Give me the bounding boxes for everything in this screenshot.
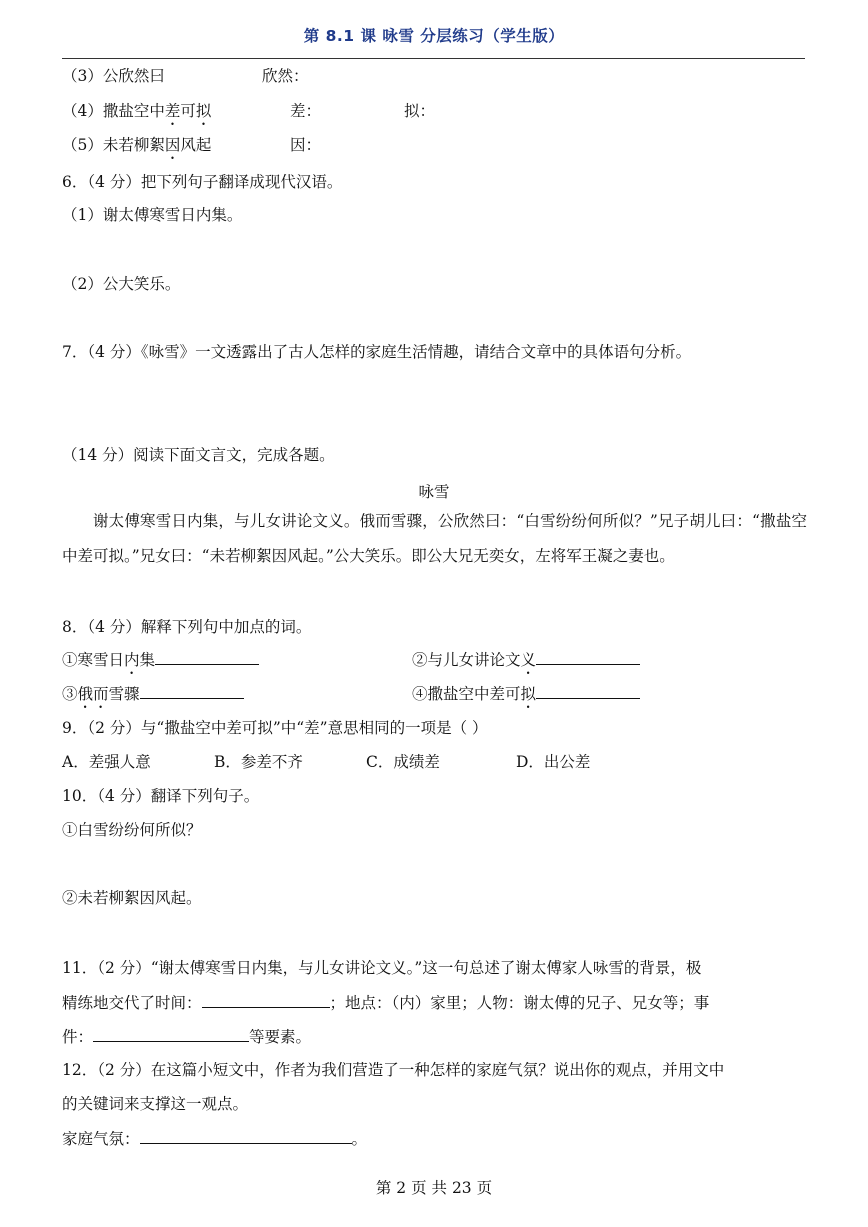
q8-d-blank[interactable] <box>536 683 640 699</box>
q8-a-post: 集 <box>139 651 156 669</box>
q5-item3-word: 欣然： <box>262 67 309 85</box>
q11-event-blank[interactable] <box>93 1026 249 1042</box>
q8-a-dot: 内 <box>124 651 140 669</box>
q5-item4-word2: 拟： <box>404 102 436 120</box>
q11-line3-pre: 件： <box>62 1028 94 1046</box>
header-divider <box>62 58 805 59</box>
q8-stem: 8．（4 分）解释下列句中加点的词。 <box>62 618 312 636</box>
q8-d-pre: 撒盐空中差可 <box>427 685 521 703</box>
q11-line3-post: 等要素。 <box>249 1028 312 1046</box>
q9-option-c[interactable]: C．成绩差 <box>366 753 440 771</box>
q7-stem: 7．（4 分）《咏雪》一文透露出了古人怎样的家庭生活情趣，请结合文章中的具体语句分析。 <box>62 343 692 361</box>
q6-sentence-2: （2）公大笑乐。 <box>62 275 181 293</box>
passage-text: 谢太傅寒雪日内集，与儿女讲论文义。俄而雪骤，公欣然曰：“白雪纷纷何所似？”兄子胡儿曰：“撒盐空中差可拟。”兄女曰：“未若柳絮因风起。”公大笑乐。即公大兄无奕女，左将军王凝之妻也。 <box>62 512 807 565</box>
page-footer: 第 2 页 共 23 页 <box>375 1179 493 1197</box>
q9-option-a[interactable]: A．差强人意 <box>62 753 151 771</box>
q12-answer-blank[interactable] <box>140 1128 352 1144</box>
q8-a-num: ① <box>62 651 78 669</box>
q8-item-a <box>62 649 259 678</box>
q8-b-dot: 义 <box>520 651 537 669</box>
q6-stem: 6．（4 分）把下列句子翻译成现代汉语。 <box>62 173 343 191</box>
q11-line2-post: ；地点：（内）家里；人物：谢太傅的兄子、兄女等；事 <box>329 994 710 1012</box>
q12-line1: 12．（2 分）在这篇小短文中，作者为我们营造了一种怎样的家庭气氛？说出你的观点，并用文中 <box>62 1061 725 1079</box>
q8-b-pre: 与儿女讲论文 <box>427 651 521 669</box>
q8-a-pre: 寒雪日 <box>77 651 125 669</box>
q8-item-c <box>62 683 244 712</box>
q5-item4-dot1: 差 <box>164 102 181 120</box>
q10-sentence-2: ②未若柳絮因风起。 <box>62 889 202 907</box>
q10-sentence-1: ①白雪纷纷何所似？ <box>62 821 202 839</box>
q11-time-blank[interactable] <box>202 992 330 1008</box>
q5-item4: （4）撒盐空中差可拟 <box>62 102 212 120</box>
q8-b-blank[interactable] <box>536 649 640 665</box>
q12-answer-end: 。 <box>351 1130 368 1148</box>
q5-item3-label: （3）公欣然曰 <box>62 67 165 85</box>
q5-item4-dot2: 拟 <box>195 102 212 120</box>
q5-item5-dot: 因 <box>164 136 181 154</box>
q6-sentence-1: （1）谢太傅寒雪日内集。 <box>62 206 243 224</box>
q9-option-b[interactable]: B．参差不齐 <box>214 753 303 771</box>
q5-item5-text: （5）未若柳絮 <box>62 136 165 154</box>
q5-item5-word: 因： <box>290 136 322 154</box>
q8-item-b <box>412 649 640 678</box>
q8-d-dot: 拟 <box>520 685 537 703</box>
q9-option-d[interactable]: D．出公差 <box>516 753 591 771</box>
q8-c-num: ③ <box>62 685 78 703</box>
q10-stem: 10．（4 分）翻译下列句子。 <box>62 787 260 805</box>
q12-answer-label: 家庭气氛： <box>62 1130 140 1148</box>
q5-item3 <box>62 66 165 86</box>
q8-b-num: ② <box>412 651 428 669</box>
reading-intro: （14 分）阅读下面文言文，完成各题。 <box>62 446 335 464</box>
q5-item4-text: （4）撒盐空中 <box>62 102 165 120</box>
page-header-title: 第 8.1 课 咏雪 分层练习（学生版） <box>303 27 565 45</box>
q12-answer <box>62 1128 367 1149</box>
q11-line2-pre: 精练地交代了时间： <box>62 994 202 1012</box>
q11-line2 <box>62 992 709 1013</box>
q5-item4-word1: 差： <box>290 102 322 120</box>
q8-item-d <box>412 683 640 712</box>
q8-c-blank[interactable] <box>140 683 244 699</box>
q8-c-post: 雪骤 <box>108 685 140 703</box>
q5-item5 <box>62 135 211 163</box>
q9-stem: 9．（2 分）与“撒盐空中差可拟”中“差”意思相同的一项是（ ） <box>62 719 488 737</box>
q8-c-dot1: 俄 <box>77 685 94 703</box>
q11-line3 <box>62 1026 311 1047</box>
q5-item5-post: 风起 <box>180 136 212 154</box>
q12-line2: 的关键词来支撑这一观点。 <box>62 1095 249 1113</box>
q8-c-mid: 而 <box>93 685 109 703</box>
q8-a-blank[interactable] <box>155 649 259 665</box>
q11-line1: 11．（2 分）“谢太傅寒雪日内集，与儿女讲论文义。”这一句总述了谢太傅家人咏雪的背景，极 <box>62 959 702 977</box>
passage-title: 咏雪 <box>418 483 450 501</box>
q8-d-num: ④ <box>412 685 428 703</box>
